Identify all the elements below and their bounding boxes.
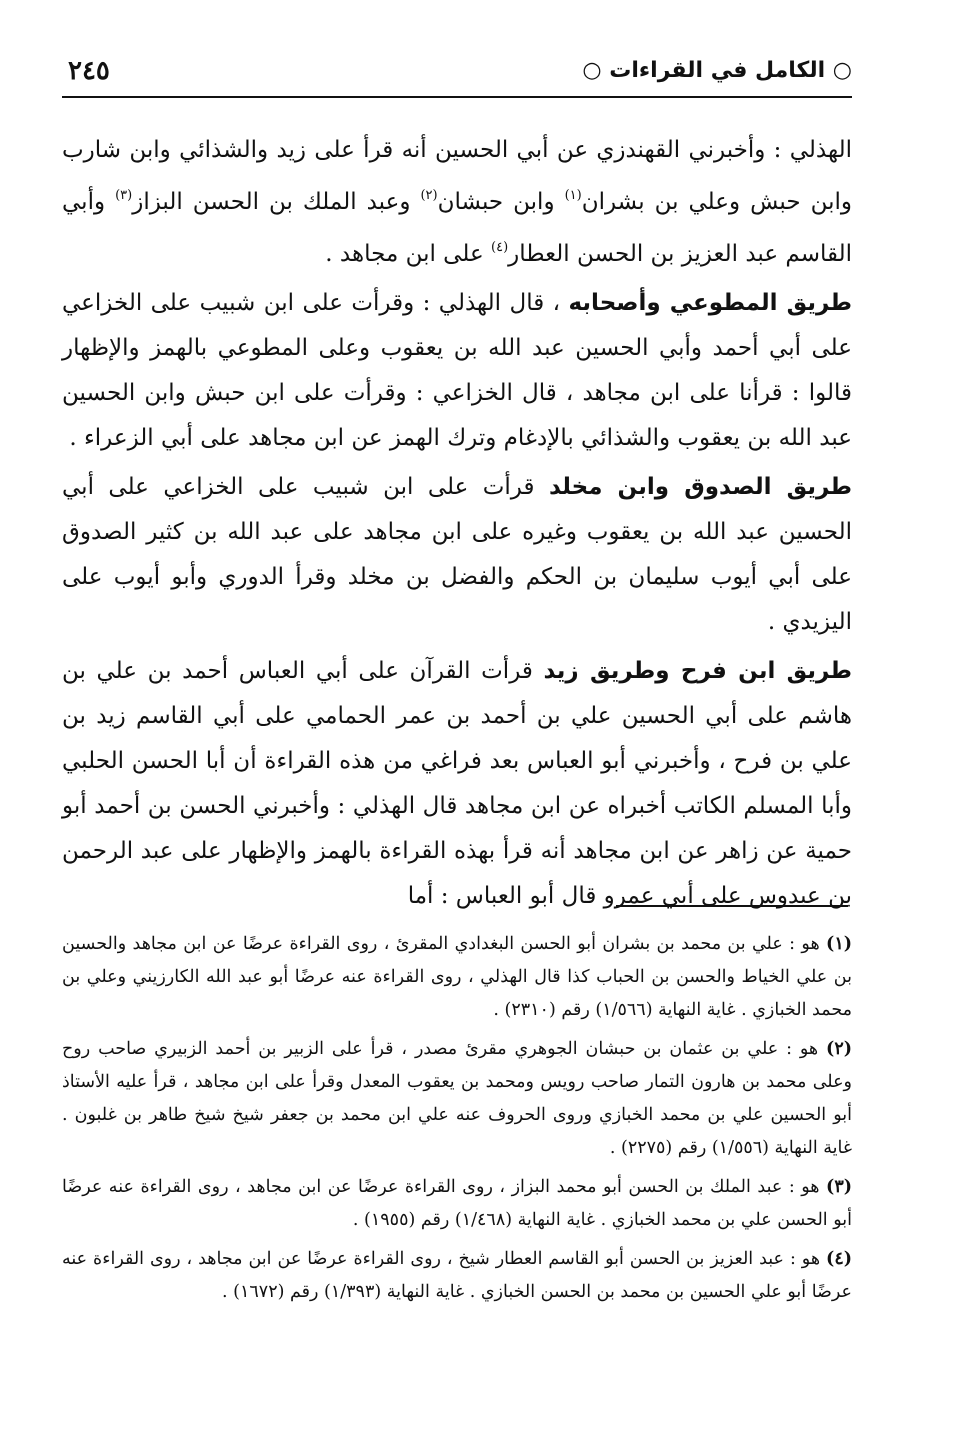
paragraph-3-text: قرأت على ابن شبيب على الخزاعي على أبي الحسين عبد الله بن يعقوب وغيره على ابن مجاهد على عبد الله بن كثير الصدوق على أبي أيوب سليمان بن الحكم والفضل بن مخلد وقرأ الدوري وأبو أيوب على اليزيدي . [62,474,852,635]
paragraph-3 [62,465,852,645]
footnote-3 [62,1171,852,1237]
page-header [62,54,852,98]
main-text [62,128,852,923]
section-heading-ibn-farh: طريق ابن فرح وطريق زيد [543,658,853,684]
footnote-text: هو : علي بن عثمان بن حبشان الجوهري مقرئ مصدر ، قرأ على الزبير بن أحمد الزبيري صاحب روح وعلى محمد بن هارون التمار صاحب رويس ومحمد بن يعقوب المعدل وقرأ على ابن مجاهد ، قرأ عليه الأستاذ أبو الحسين علي بن محمد الخبازي وروى الحروف عنه علي ابن محمد بن جعفر شيخ شيخ طاهر بن غلبون . غاية النهاية (١/٥٥٦) رقم (٢٢٧٥) . [62,1039,852,1158]
footnote-number: (٣) [826,1177,852,1197]
footnote-1 [62,928,852,1027]
paragraph-2 [62,281,852,461]
footnotes [62,928,852,1315]
footnote-ref-2: (٢) [420,188,438,203]
running-title: ○ الكامل في القراءات ○ [582,58,852,83]
page-number: ٢٤٥ [68,56,110,86]
paragraph-4-text: قرأت القرآن على أبي العباس أحمد بن علي بن هاشم على أبي الحسين علي بن أحمد بن عمر الحمامي على أبي القاسم زيد بن علي بن فرح ، وأخبرني أبو العباس بعد فراغي من هذه القراءة أن أبا الحسن الحلبي وأبا المسلم الكاتب أخبراه عن ابن مجاهد قال الهذلي : وأخبرني الحسن بن أحمد أبو حمية عن زاهر عن ابن مجاهد أنه قرأ بهذه القراءة بالهمز والإظهار على عبد الرحمن بن عبدوس على أبي عمرو قال أبو العباس : أما [62,658,852,909]
paragraph-1-text-3: وعبد الملك بن الحسن البزاز [132,189,421,215]
footnote-ref-1: (١) [564,188,582,203]
paragraph-2-text: ، قال الهذلي : وقرأت على ابن شبيب على الخزاعي على أبي أحمد وأبي الحسين عبد الله بن يعقوب وعلى المطوعي بالهمز والإظهار قالوا : قرأنا على ابن مجاهد ، قال الخزاعي : وقرأت على ابن حبش وابن الحسين عبد الله بن يعقوب والشذائي بالإدغام وترك الهمز عن ابن مجاهد على أبي الزعراء . [62,290,852,451]
paragraph-1 [62,128,852,277]
paragraph-1-text-4: وأبي القاسم عبد العزيز بن الحسن العطار [62,189,852,267]
footnote-number: (١) [826,934,852,954]
paragraph-1-text-5: على ابن مجاهد . [325,241,492,267]
footnote-text: هو : علي بن محمد بن بشران أبو الحسن البغدادي المقرئ ، روى القراءة عرضًا عن ابن مجاهد والحسين بن علي الخياط والحسن بن الحباب كذا قال الهذلي ، روى القراءة عنه عرضًا أبو عبد الله الكارزيني وعلي بن محمد الخبازي . غاية النهاية (١/٥٦٦) رقم (٢٣١٠) . [62,934,852,1020]
footnote-number: (٢) [826,1039,852,1059]
footnote-ref-4: (٤) [491,240,509,255]
paragraph-4 [62,649,852,919]
footnote-4 [62,1243,852,1309]
footnote-number: (٤) [826,1249,852,1269]
footnote-text: هو : عبد الملك بن الحسن أبو محمد البزاز ، روى القراءة عرضًا عن ابن مجاهد ، روى القراءة عنه عرضًا أبو الحسن علي بن محمد الخبازي . غاية النهاية (١/٤٦٨) رقم (١٩٥٥) . [62,1177,852,1230]
footnote-2 [62,1033,852,1165]
footnote-text: هو : عبد العزيز بن الحسن أبو القاسم العطار شيخ ، روى القراءة عرضًا عن ابن مجاهد ، روى القراءة عنه عرضًا أبو علي الحسين بن محمد بن الحسن الخبازي . غاية النهاية (١/٣٩٣) رقم (١٦٧٢) . [62,1249,852,1302]
paragraph-1-text-2: وابن حبشان [437,189,565,215]
section-heading-mutawwii: طريق المطوعي وأصحابه [568,290,852,316]
paragraph-1-text: الهذلي : وأخبرني القهندزي عن أبي الحسين أنه قرأ على زيد والشذائي وابن شارب وابن حبش وعلي بن بشران [62,137,852,215]
footnote-divider [616,905,848,907]
section-heading-saduq: طريق الصدوق وابن مخلد [548,474,852,500]
footnote-ref-3: (٣) [115,188,133,203]
header-divider [62,96,852,98]
